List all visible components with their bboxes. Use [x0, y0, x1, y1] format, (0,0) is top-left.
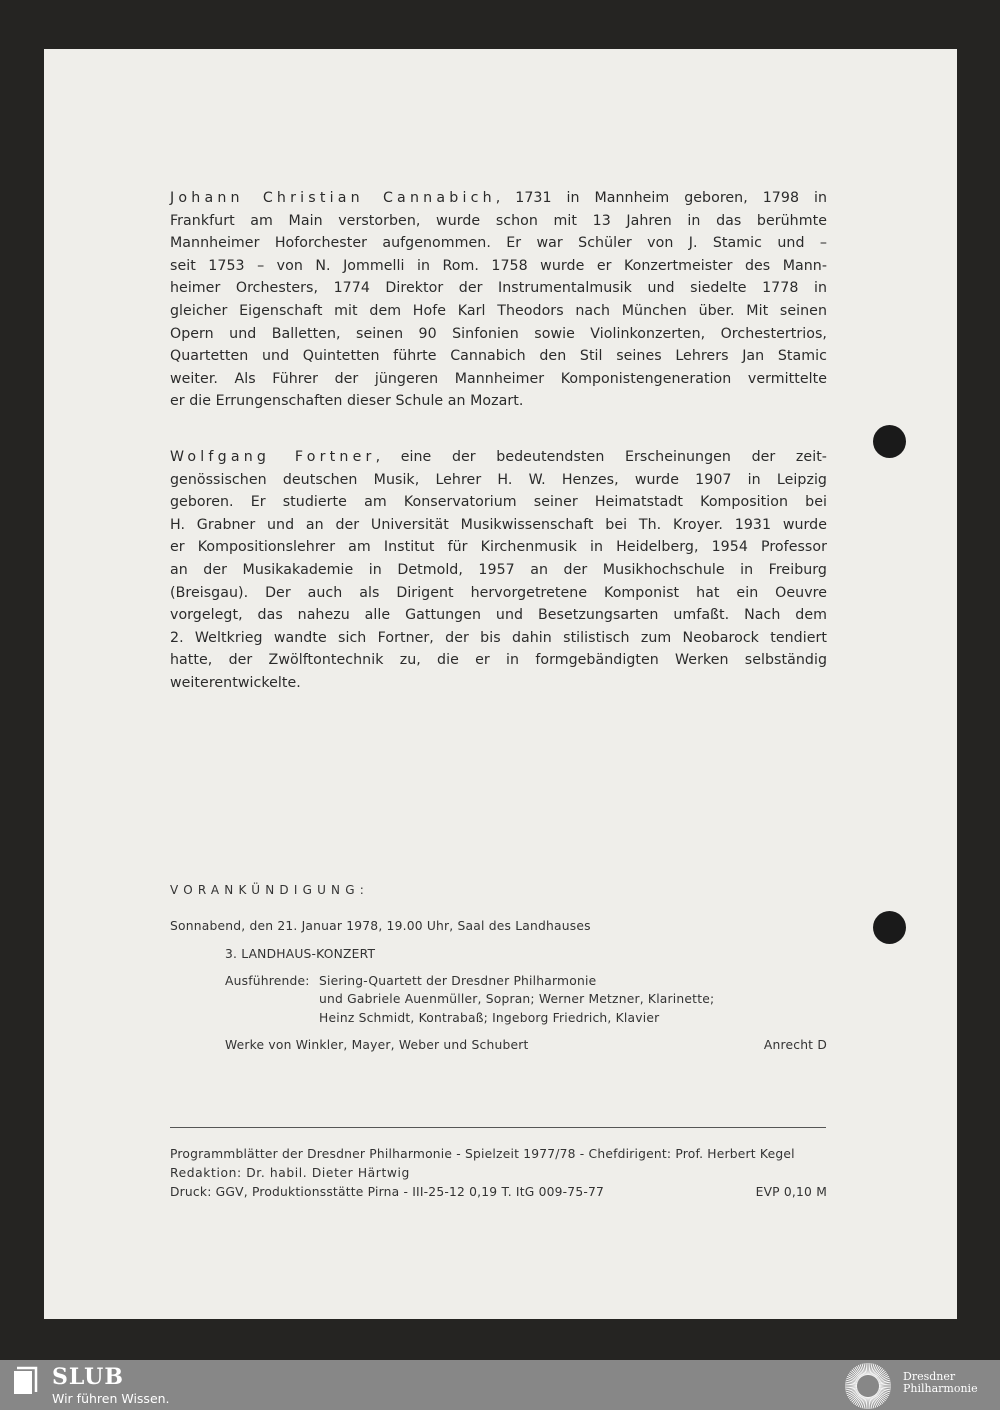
slub-logo-text[interactable]: SLUB: [52, 1364, 124, 1390]
biography-cannabich: [170, 187, 827, 413]
bio-line: heimer Orchesters, 1774 Direktor der Instrumentalmusik und siedelte 1778 in: [170, 280, 827, 297]
composer-name: Wolfgang Fortner: [170, 449, 376, 465]
biography-fortner: [170, 446, 827, 695]
bio-line: Johann Christian Cannabich, 1731 in Mannheim geboren, 1798 in: [170, 190, 827, 206]
document-page: [44, 49, 957, 1319]
bio-line: 2. Weltkrieg wandte sich Fortner, der bis dahin stilistisch zum Neobarock tendiert: [170, 629, 827, 646]
imprint-line: Programmblätter der Dresdner Philharmonie - Spielzeit 1977/78 - Chefdirigent: Prof. Herbert Kegel: [170, 1147, 795, 1161]
bio-line: Frankfurt am Main verstorben, wurde schon mit 13 Jahren in das berühmte: [170, 212, 827, 229]
price-label: EVP 0,10 M: [755, 1185, 827, 1199]
performers-label: Ausführende:: [225, 974, 310, 988]
bio-line: er Kompositionslehrer am Institut für Kirchenmusik in Heidelberg, 1954 Professor: [170, 539, 827, 556]
bio-line: H. Grabner und an der Universität Musikwissenschaft bei Th. Kroyer. 1931 wurde: [170, 516, 827, 533]
bio-line: seit 1753 – von N. Jommelli in Rom. 1758 wurde er Konzertmeister des Mann-: [170, 257, 827, 274]
punch-hole: [873, 911, 906, 944]
print-line: Druck: GGV, Produktionsstätte Pirna - III-25-12 0,19 T. ItG 009-75-77: [170, 1185, 605, 1199]
bio-line: an der Musikakademie in Detmold, 1957 an der Musikhochschule in Freiburg: [170, 561, 827, 578]
performers-line: Heinz Schmidt, Kontrabaß; Ingeborg Friedrich, Klavier: [319, 1011, 660, 1025]
announcement-heading: VORANKÜNDIGUNG:: [170, 883, 369, 897]
viewer-footer-band: [0, 1360, 1000, 1410]
punch-hole: [873, 425, 906, 458]
bio-line: Opern und Balletten, seinen 90 Sinfonien sowie Violinkonzerten, Orchestertrios,: [170, 325, 827, 342]
bio-line: Mannheimer Hoforchester aufgenommen. Er war Schüler von J. Stamic und –: [170, 235, 827, 252]
bio-line: gleicher Eigenschaft mit dem Hofe Karl Theodors nach München über. Mit seinen: [170, 302, 827, 319]
bio-line: weiter. Als Führer der jüngeren Mannheimer Komponistengeneration vermittelte: [170, 370, 827, 387]
performers-line: Siering-Quartett der Dresdner Philharmonie: [319, 974, 597, 988]
bio-line: er die Errungenschaften dieser Schule an Mozart.: [170, 393, 524, 410]
bio-line: genössischen deutschen Musik, Lehrer H. W. Henzes, wurde 1907 in Leipzig: [170, 471, 827, 488]
bio-line: vorgelegt, das nahezu alle Gattungen und Besetzungsarten umfaßt. Nach dem: [170, 607, 827, 624]
concert-date: Sonnabend, den 21. Januar 1978, 19.00 Uhr, Saal des Landhauses: [170, 919, 591, 933]
philharmonie-logo-text[interactable]: Dresdner Philharmonie: [903, 1370, 978, 1395]
concert-title: 3. LANDHAUS-KONZERT: [225, 947, 376, 961]
subscription-label: Anrecht D: [763, 1038, 827, 1052]
performers-line: und Gabriele Auenmüller, Sopran; Werner Metzner, Klarinette;: [319, 992, 715, 1006]
bio-line: Wolfgang Fortner, eine der bedeutendsten Erscheinungen der zeit-: [170, 449, 827, 465]
bio-line: weiterentwickelte.: [170, 674, 301, 691]
sunburst-logo-icon[interactable]: [840, 1362, 896, 1410]
works-line: Werke von Winkler, Mayer, Weber und Schubert: [225, 1038, 529, 1052]
divider: [170, 1127, 826, 1128]
bio-line: geboren. Er studierte am Konservatorium seiner Heimatstadt Komposition bei: [170, 494, 827, 511]
bio-line: (Breisgau). Der auch als Dirigent hervorgetretene Komponist hat ein Oeuvre: [170, 584, 827, 601]
editor-line: Redaktion: Dr. habil. Dieter Härtwig: [170, 1166, 410, 1180]
bio-line: Quartetten und Quintetten führte Cannabich den Stil seines Lehrers Jan Stamic: [170, 348, 827, 365]
bio-line: hatte, der Zwölftontechnik zu, die er in formgebändigten Werken selbständig: [170, 652, 827, 669]
book-icon[interactable]: [12, 1366, 40, 1396]
composer-name: Johann Christian Cannabich: [170, 190, 496, 206]
slub-tagline: Wir führen Wissen.: [52, 1391, 170, 1406]
